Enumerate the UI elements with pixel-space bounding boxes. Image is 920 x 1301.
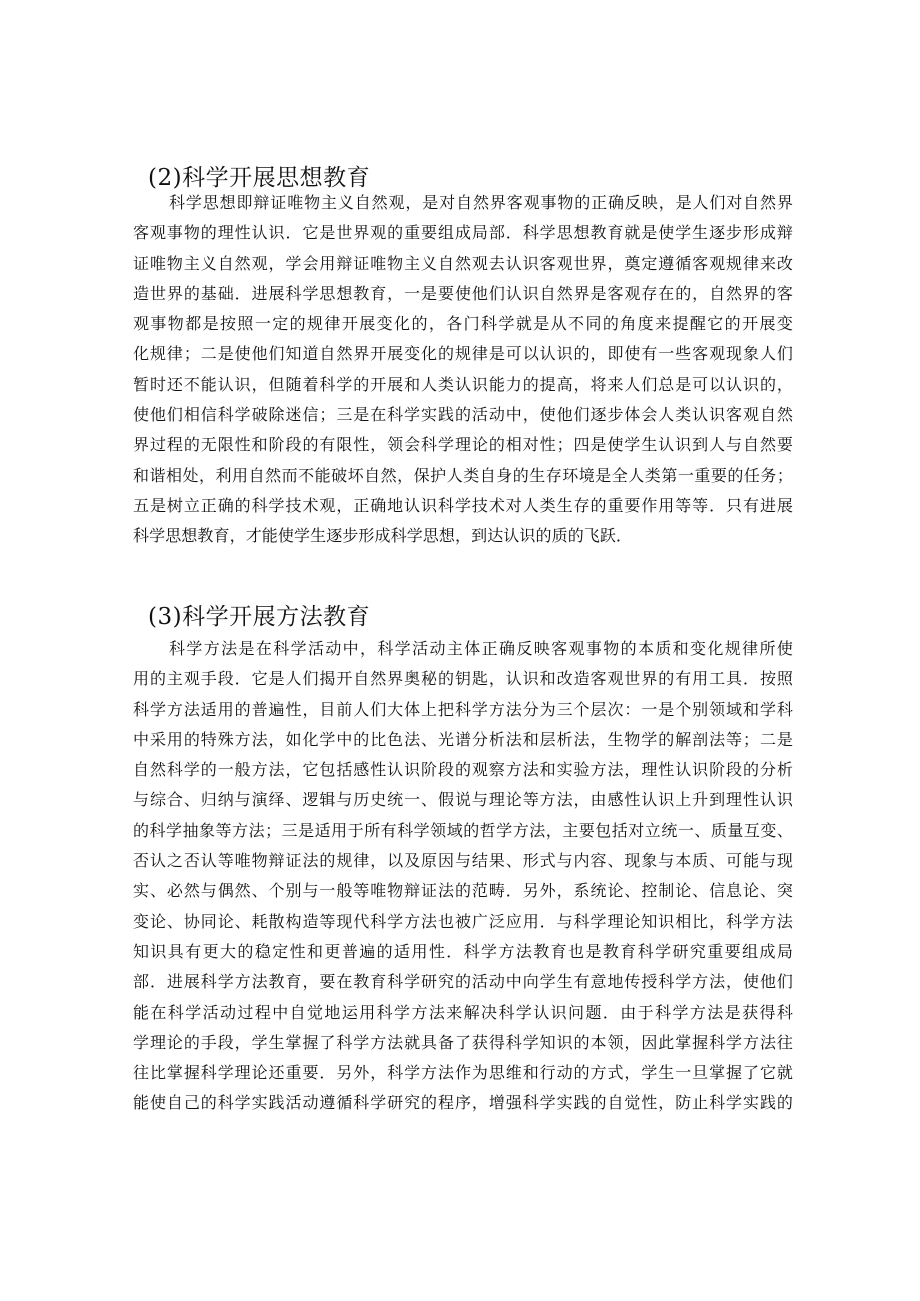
paragraph-line: 五是树立正确的科学技术观，正确地认识科学技术对人类生存的重要作用等等．只有进展 xyxy=(133,495,793,515)
paragraph-line: 自然科学的一般方法，它包括感性认识阶段的观察方法和实验方法，理性认识阶段的分析 xyxy=(133,760,793,780)
paragraph-line: 客观事物的理性认识．它是世界观的重要组成局部．科学思想教育就是使学生逐步形成辩 xyxy=(133,223,793,243)
paragraph-line: 往比掌握科学理论还重要．另外，科学方法作为思维和行动的方式，学生一旦掌握了它就 xyxy=(133,1063,793,1083)
paragraph-line: 科学思想即辩证唯物主义自然观，是对自然界客观事物的正确反映，是人们对自然界 xyxy=(169,193,793,212)
paragraph-line: 实、必然与偶然、个别与一般等唯物辩证法的范畴．另外，系统论、控制论、信息论、突 xyxy=(133,881,793,901)
paragraph-line: 科学方法是在科学活动中，科学活动主体正确反映客观事物的本质和变化规律所使 xyxy=(169,639,793,658)
paragraph-line: 用的主观手段．它是人们揭开自然界奥秘的钥匙，认识和改造客观世界的有用工具．按照 xyxy=(133,669,793,689)
paragraph-line: 和谐相处，利用自然而不能破坏自然，保护人类自身的生存环境是全人类第一重要的任务； xyxy=(133,465,793,485)
paragraph-line: 变论、协同论、耗散构造等现代科学方法也被广泛应用．与科学理论知识相比，科学方法 xyxy=(133,911,793,931)
paragraph-line: 学理论的手段，学生掌握了科学方法就具备了获得科学知识的本领，因此掌握科学方法往 xyxy=(133,1032,793,1052)
paragraph-science-thought xyxy=(133,188,793,552)
paragraph-line: 观事物都是按照一定的规律开展变化的，各门科学就是从不同的角度来提醒它的开展变 xyxy=(133,314,793,334)
paragraph-line: 能使自己的科学实践活动遵循科学研究的程序，增强科学实践的自觉性，防止科学实践的 xyxy=(133,1093,793,1113)
paragraph-line: 科学方法适用的普遍性，目前人们大体上把科学方法分为三个层次：一是个别领域和学科 xyxy=(133,699,793,719)
paragraph-line: 暂时还不能认识，但随着科学的开展和人类认识能力的提高，将来人们总是可以认识的， xyxy=(133,374,793,394)
paragraph-line: 界过程的无限性和阶段的有限性，领会科学理论的相对性；四是使学生认识到人与自然要 xyxy=(133,435,793,455)
paragraph-line: 否认之否认等唯物辩证法的规律，以及原因与结果、形式与内容、现象与本质、可能与现 xyxy=(133,851,793,871)
paragraph-line: 的科学抽象等方法；三是适用于所有科学领域的哲学方法，主要包括对立统一、质量互变、 xyxy=(133,820,793,840)
paragraph-line: 科学思想教育，才能使学生逐步形成科学思想，到达认识的质的飞跃． xyxy=(133,526,633,546)
paragraph-science-method xyxy=(133,634,793,1119)
section-heading-science-method: (3)科学开展方法教育 xyxy=(148,604,371,630)
paragraph-line: 中采用的特殊方法，如化学中的比色法、光谱分析法和层析法，生物学的解剖法等；二是 xyxy=(133,729,793,749)
paragraph-line: 部．进展科学方法教育，要在教育科学研究的活动中向学生有意地传授科学方法，使他们 xyxy=(133,972,793,992)
paragraph-line: 与综合、归纳与演绎、逻辑与历史统一、假说与理论等方法，由感性认识上升到理性认识 xyxy=(133,790,793,810)
paragraph-line: 能在科学活动过程中自觉地运用科学方法来解决科学认识问题．由于科学方法是获得科 xyxy=(133,1002,793,1022)
section-heading-science-thought: (2)科学开展思想教育 xyxy=(148,165,371,191)
paragraph-line: 使他们相信科学破除迷信；三是在科学实践的活动中，使他们逐步体会人类认识客观自然 xyxy=(133,405,793,425)
paragraph-line: 化规律；二是使他们知道自然界开展变化的规律是可以认识的，即使有一些客观现象人们 xyxy=(133,344,793,364)
paragraph-line: 知识具有更大的稳定性和更普遍的适用性．科学方法教育也是教育科学研究重要组成局 xyxy=(133,941,793,961)
paragraph-line: 证唯物主义自然观，学会用辩证唯物主义自然观去认识客观世界，奠定遵循客观规律来改 xyxy=(133,253,793,273)
paragraph-line: 造世界的基础．进展科学思想教育，一是要使他们认识自然界是客观存在的，自然界的客 xyxy=(133,283,793,303)
